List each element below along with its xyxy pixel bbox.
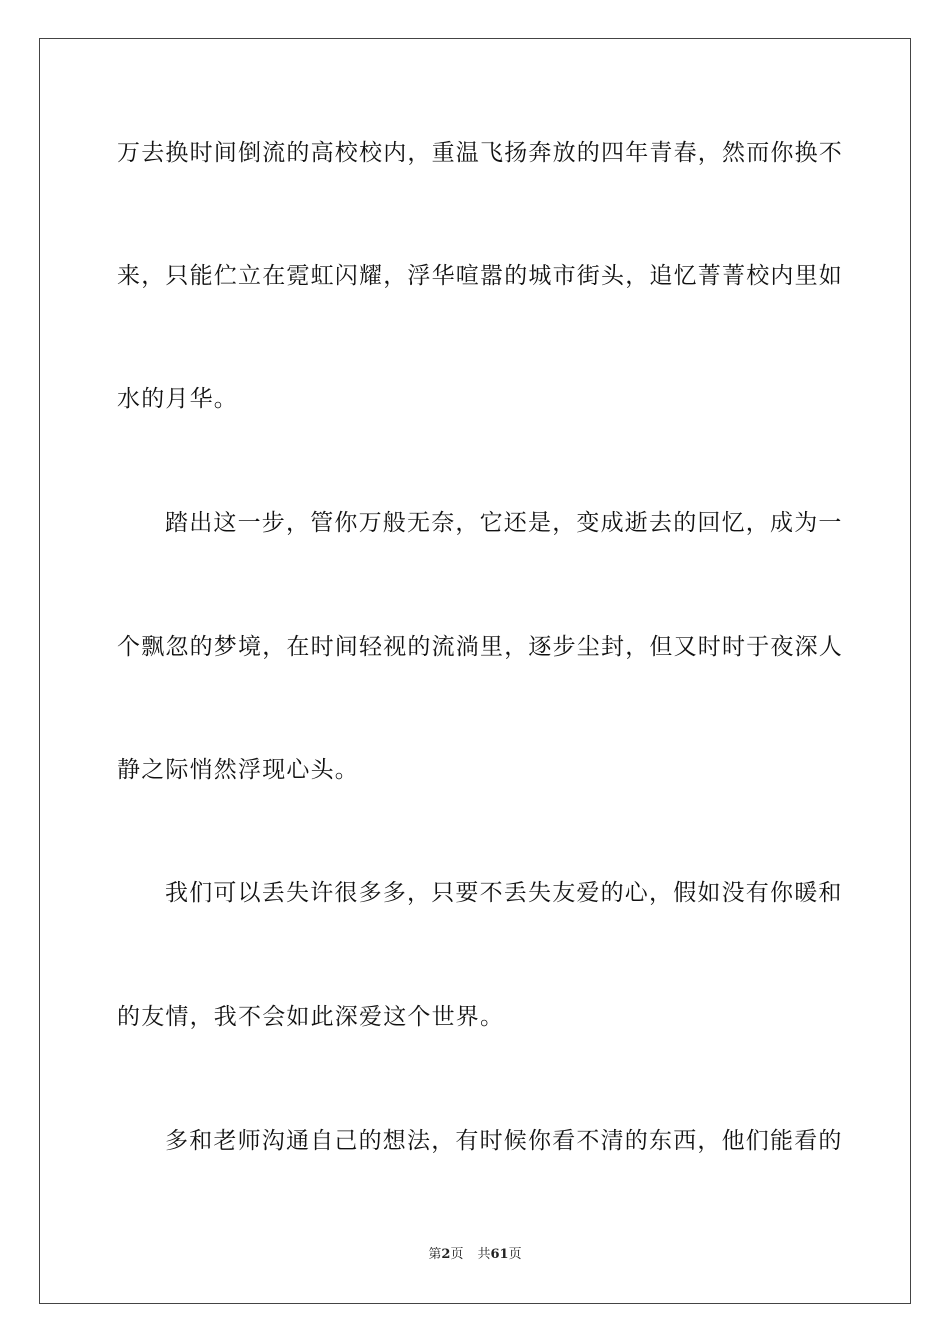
body-text-line: 万去换时间倒流的高校校内，重温飞扬奔放的四年青春，然而你换不 — [117, 140, 843, 166]
page-number: 2 — [441, 1247, 451, 1262]
body-text-line: 静之际悄然浮现心头。 — [117, 757, 359, 783]
page-prefix: 第 — [428, 1247, 442, 1262]
total-suffix: 页 — [508, 1247, 522, 1262]
page-border — [39, 38, 911, 1304]
total-prefix: 共 — [477, 1247, 491, 1262]
body-text-line: 的友情，我不会如此深爱这个世界。 — [117, 1004, 505, 1030]
body-text-line: 来，只能伫立在霓虹闪耀，浮华喧嚣的城市街头，追忆菁菁校内里如 — [117, 263, 843, 289]
paragraph-first-line: 踏出这一步，管你万般无奈，它还是，变成逝去的回忆，成为一 — [165, 510, 843, 536]
paragraph-first-line: 我们可以丢失许很多多，只要不丢失友爱的心，假如没有你暖和 — [165, 880, 843, 906]
paragraph-first-line: 多和老师沟通自己的想法，有时候你看不清的东西，他们能看的 — [165, 1128, 843, 1154]
page-footer — [0, 1246, 950, 1264]
body-text-line: 个飘忽的梦境，在时间轻视的流淌里，逐步尘封，但又时时于夜深人 — [117, 634, 843, 660]
body-text-line: 水的月华。 — [117, 386, 238, 412]
total-pages: 61 — [490, 1247, 509, 1262]
page-suffix: 页 — [450, 1247, 464, 1262]
